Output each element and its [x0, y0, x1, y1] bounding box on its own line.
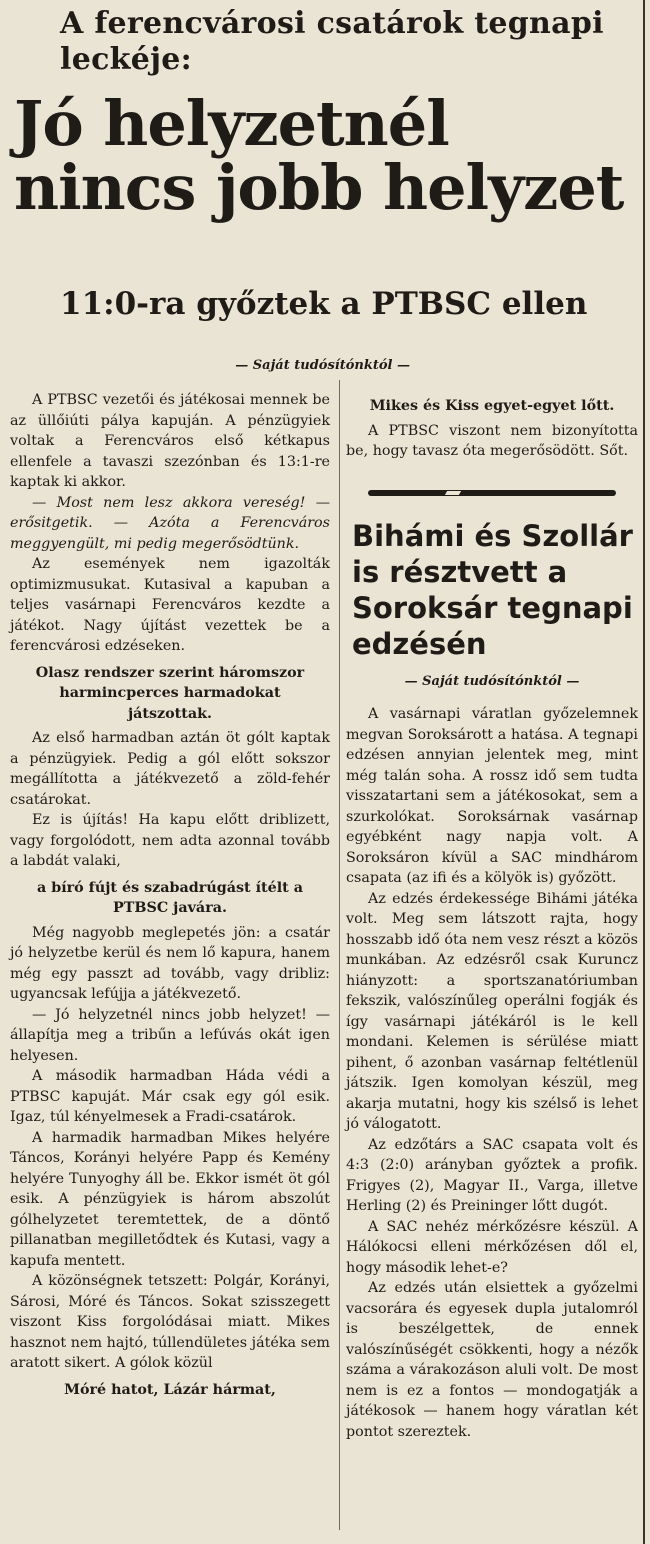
left-column	[10, 390, 330, 1404]
subhead: Móré hatot, Lázár hármat,	[64, 1381, 276, 1398]
paragraph: A harmadik harmadban Mikes helyére Táncos, Korányi helyére Papp és Kemény helyére Tunyoghy áll be. Ekkor ismét öt gól esik. A pénzügyiek is három abszolút gólhelyzetet teremtettek, de a döntő pillanatban megilletődtek és Kutasi, vagy a kapufa mentett.	[10, 1129, 330, 1269]
article-separator	[368, 490, 616, 496]
article-byline: — Saját tudósítónktól —	[235, 358, 410, 373]
article-headline: Jó helyzetnél nincs jobb helyzet	[14, 87, 624, 224]
second-article-byline: — Saját tudósítónktól —	[404, 673, 580, 689]
quote-paragraph: — Most nem lesz akkora vereség! — erősitgetik. — Azóta a Ferencváros meggyengült, mi pedig megerősödtünk.	[10, 494, 330, 552]
paragraph: A második harmadban Háda védi a PTBSC kapuját. Már csak egy gól esik. Igaz, túl kényelmesek a Fradi-csatárok.	[10, 1068, 330, 1125]
paragraph: A PTBSC viszont nem bizonyította be, hogy tavasz óta megerősödött. Sőt.	[346, 422, 638, 459]
column-divider	[339, 380, 340, 1530]
paragraph: Az edzés érdekessége Bihámi játéka volt. Meg sem látszott rajta, hogy hosszabb idő óta nem vesz részt a közös munkában. Az edzésről csak Kuruncz hiányzott: a sportszanatóriumban fekszik, valószínűleg operálni fogják és így vasárnapi játékáról is le kell mondani. Kelemen is sérülése miatt pihent, ő azonban vasárnap feltétlenül játszik. Igen komolyan készül, meg akarja mutatni, hogy kis szélső is lehet jó válogatott.	[346, 890, 638, 1132]
paragraph: A PTBSC vezetői és játékosai mennek be az üllőiúti pálya kapuján. A pénzügyiek voltak a Ferencváros első kétkapus ellenfele a tavaszi szezónban és 13:1-re kaptak ki akkor.	[10, 392, 330, 490]
paragraph: A SAC nehéz mérkőzésre készül. A Hálókocsi elleni mérkőzésen dől el, hogy második lehet-e?	[346, 1218, 638, 1276]
second-article-headline: Bihámi és Szollár is résztvett a Soroksár tegnapi edzésén	[352, 518, 633, 661]
subhead: Mikes és Kiss egyet-egyet lőtt.	[369, 398, 615, 414]
paragraph: Az edzőtárs a SAC csapata volt és 4:3 (2:0) arányban győztek a profik. Frigyes (2), Magyar II., Varga, illetve Herling (2) és Preininger lőtt dugót.	[346, 1136, 638, 1214]
paragraph: Ez is újítás! Ha kapu előtt driblizett, vagy forgolódott, nem adta azonnal tovább a labdát valaki,	[10, 812, 330, 869]
paragraph: A közönségnek tetszett: Polgár, Korányi, Sárosi, Móré és Táncos. Sokat szisszegett viszont Kiss forgolódásai miatt. Mikes hasznot nem hajtó, túllendületes játéka sem aratott sikert. A gólok közül	[10, 1273, 330, 1371]
paragraph: A vasárnapi váratlan győzelemnek megvan Soroksárott a hatása. A tegnapi edzésen annyian jelentek meg, mint még talán soha. A rossz idő sem tudta visszatartani sem a játékosokat, sem a szurkolókat. Soroksárnak vasárnap egyébként nagy napja volt. A Soroksáron kívül a SAC mindhárom csapata (az ifi és a kölyök is) győzött.	[346, 706, 638, 886]
paragraph: Még nagyobb meglepetés jön: a csatár jó helyzetbe kerül és nem lő kapura, hanem még egy passzt ad tovább, vagy dribliz: ugyancsak lefújja a játékvezető.	[10, 924, 330, 1002]
subhead: a bíró fújt és szabadrúgást ítélt a PTBSC javára.	[36, 879, 304, 916]
paragraph: Az edzés után elsiettek a győzelmi vacsorára és egyesek dupla jutalomról is beszélgettek, de ennek valószínűségét csökkenti, hogy a nézők száma a várakozáson aluli volt. De most nem is ez a fontos — mondogatják a játékosok — hanem hogy váratlan két pontot szereztek.	[346, 1280, 638, 1440]
subhead: Olasz rendszer szerint háromszor harmincperces harmadokat játszottak.	[35, 664, 305, 722]
paragraph: Az események nem igazolták optimizmusukat. Kutasival a kapuban a teljes vasárnapi Ferencváros kezdte a játékot. Nagy újítást vezettek be a ferencvárosi edzéseken.	[10, 556, 330, 654]
page-edge-rule	[643, 0, 645, 1544]
article-deck: 11:0-ra győztek a PTBSC ellen	[60, 286, 588, 322]
right-column	[346, 390, 638, 1442]
article-kicker: A ferencvárosi csatárok tegnapi leckéje:	[60, 6, 604, 77]
paragraph: Az első harmadban aztán öt gólt kaptak a pénzügyiek. Pedig a gól előtt sokszor megállította a játékvezető a zöld-fehér csatárokat.	[10, 730, 330, 808]
paragraph: — Jó helyzetnél nincs jobb helyzet! — állapítja meg a tribűn a lefúvás okát igen helyesen.	[10, 1006, 330, 1064]
